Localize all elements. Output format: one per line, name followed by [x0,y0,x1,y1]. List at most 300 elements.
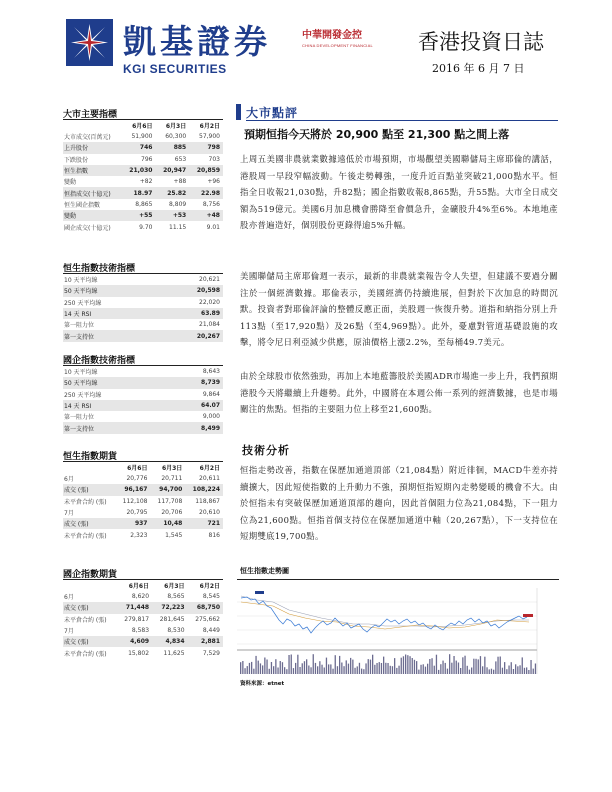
row-value: 72,223 [152,602,187,613]
row-value: 4,834 [152,636,187,647]
volume-bar [473,659,474,674]
table-row [63,297,223,308]
row-value: +55 [122,210,156,221]
row-value: 21,030 [122,165,156,176]
volume-bar [339,656,340,674]
table-row [63,377,223,388]
volume-bar [451,663,452,674]
row-value: 94,700 [150,484,185,495]
major-indices-title: 大市主要指標 [63,107,223,120]
row-label: 下跌股份 [64,156,89,164]
volume-bar [524,668,525,674]
volume-bar [429,659,430,674]
volume-bar [332,669,333,674]
row-value: 4,609 [117,636,152,647]
row-value: 653 [174,155,187,163]
volume-bar [431,658,432,674]
volume-bar [310,667,311,674]
row-value: 8,565 [167,593,185,601]
row-label: 未平倉合約 (張) [64,616,107,624]
column-header: 6月2日 [199,465,220,472]
row-label: 國企成交(十億元) [64,224,111,232]
column-header-label [63,580,117,591]
table-row [63,507,223,518]
parent-company-logo [302,26,382,48]
volume-bar [533,669,534,674]
volume-bar [258,661,259,674]
volume-bar [511,662,512,674]
volume-bar [330,664,331,674]
volume-bar [467,666,468,674]
volume-bar [255,656,256,674]
row-label: 第一支持位 [63,330,157,341]
volume-bar [486,667,487,674]
hscei-technical-panel [63,353,223,434]
volume-bar [528,670,529,674]
volume-bar [242,661,243,674]
volume-bar [262,665,263,674]
volume-bar [502,668,503,674]
row-label: 成交 (張) [63,484,116,495]
row-value: 11,625 [163,649,185,657]
volume-bar [436,655,437,674]
column-header-label [63,120,122,131]
row-value: 20,859 [189,165,223,176]
volume-bar [480,656,481,674]
row-value: 20,621 [199,276,220,284]
volume-bar [253,669,254,674]
row-value: 63.89 [157,308,223,319]
row-value: 885 [155,142,189,153]
volume-bar [266,660,267,675]
volume-bar [368,659,369,674]
major-indices-table [63,120,223,233]
major-indices-panel [63,107,223,233]
volume-bar [464,656,465,674]
volume-bar [319,661,320,674]
hscei-technical-table [63,366,223,434]
volume-bar [374,665,375,674]
volume-bar [462,657,463,674]
row-label: 7月 [64,510,74,518]
volume-bar [335,655,336,674]
table-row [63,319,223,330]
volume-bar [324,668,325,675]
row-value: 112,108 [122,497,148,505]
row-value: 60,300 [165,133,187,141]
row-label: 成交 (張) [63,602,117,613]
volume-bar [526,667,527,674]
row-value: 20,776 [126,475,148,483]
volume-bar [361,669,362,674]
volume-bar [260,663,261,674]
volume-bar [321,665,322,674]
commentary-headline: 預期恒指今天將於 20,900 點至 21,300 點之間上落 [244,128,510,141]
row-label: 大市成交(百萬元) [64,134,111,142]
table-row [63,176,223,187]
volume-bar [456,661,457,674]
row-value: 796 [141,155,153,163]
row-value: 2,323 [130,531,148,539]
volume-bar [326,658,327,674]
volume-bar [530,660,531,674]
volume-bar [495,661,496,674]
kgi-logo-icon [66,19,113,66]
row-label: 第一阻力位 [64,414,95,422]
column-header: 6月3日 [161,465,183,472]
row-value: 8,499 [163,422,223,433]
row-value: 20,795 [126,509,148,517]
row-label: 50 天平均線 [63,285,157,296]
row-value: 20,610 [199,509,220,517]
hsi-price-chart [237,588,559,676]
volume-bar [379,662,380,674]
volume-bar [484,657,485,674]
volume-bar [348,664,349,674]
volume-bar [405,655,406,675]
volume-bar [370,660,371,674]
section-divider [246,120,558,121]
table-row [63,389,223,400]
volume-bar [497,657,498,674]
volume-bar [508,666,509,675]
row-value: 9,000 [202,413,220,421]
parent-company-cn: 中華開發金控 [302,30,362,41]
row-value: 281,645 [159,615,185,623]
hscei-futures-title: 國企指數期貨 [63,567,223,580]
row-value: 8,530 [167,627,185,635]
volume-bar [299,667,300,674]
hsi-futures-title: 恒生指數期貨 [63,449,223,462]
hscei-futures-panel [63,567,223,659]
hscei-futures-table [63,580,223,659]
volume-bar [372,655,373,674]
table-row [63,366,223,377]
row-value: 8,583 [131,627,150,635]
volume-bar [409,656,410,674]
volume-bar [240,662,241,674]
row-value: 1,545 [165,531,183,539]
table-row [63,210,223,221]
chart-title: 恒生指數走勢圖 [240,567,289,575]
volume-bar [317,666,318,674]
volume-bar [387,663,388,674]
market-review-header [236,104,558,120]
column-header-label [63,462,116,473]
volume-bar [315,663,316,674]
commentary-paragraph-1: 上周五美國非農就業數據遠低於市場預期，市場觀望美國聯儲局主席耶倫的講話，港股周一早段窄幅波動。午後走勢轉強，一度升近百點並突破21,000點水平。恒指全日收報21,030點，升82點；國企指數收報8,865點，升55點。大市全日成交額為519億元。美國6月加息機會勝降至會價急升，金礦股升4%至6%。本地地產股亦普遍造好，個別股份更錄得逾5%升幅。 [240,154,558,231]
technical-analysis-title: 技術分析 [242,444,290,457]
volume-bar [519,665,520,674]
row-value: 937 [116,518,151,529]
volume-bar [354,668,355,674]
chart-source: 資料來源：etnet [240,681,285,687]
row-value: 96,167 [116,484,151,495]
volume-bar [363,669,364,674]
volume-bar [381,663,382,674]
row-label: 14 天 RSI [63,308,157,319]
column-header: 6月6日 [132,123,153,130]
brand-name-en: KGI SECURITIES [123,62,227,76]
volume-bar [282,662,283,674]
row-value: 15,802 [128,649,150,657]
volume-bar [447,669,448,674]
volume-bar [273,666,274,674]
commentary-paragraph-2: 美國聯儲局主席耶倫週一表示，最新的非農就業報告令人失望，但建議不要過分關注於一個經濟數據。耶倫表示，美國經濟仍持續進展，但對於下次加息的時間沉默。投資者對耶倫評論的整體反應正面，美股週一恢復升勢。道指和納指分別上升113點（至17,920點）及26點（至4,969點）。此外，憂慮對管道基礎設施的攻擊，將令尼日利亞減少供應，原油價格上漲2.2%，至每桶49.7美元。 [240,271,558,348]
table-row [63,411,223,422]
volume-bar [460,668,461,674]
row-value: 8,739 [163,377,223,388]
volume-bar [346,660,347,674]
table-row [63,484,223,495]
row-label: 變動 [64,179,77,187]
volume-bar [398,666,399,674]
table-row [63,422,223,433]
row-value: 746 [122,142,156,153]
hsi-futures-table [63,462,223,541]
row-value: 117,708 [157,497,183,505]
column-header: 6月6日 [128,583,150,590]
row-label: 50 天平均線 [63,377,163,388]
volume-bar [271,662,272,674]
table-row [63,274,223,285]
table-row [63,625,223,636]
volume-bar [475,659,476,674]
row-value: 20,611 [199,475,220,483]
volume-bar [434,666,435,674]
volume-bar [376,663,377,674]
row-value: 20,706 [161,509,183,517]
volume-bar [328,664,329,674]
volume-bar [394,658,395,674]
column-header: 6月2日 [199,583,220,590]
row-value: 8,545 [202,593,220,601]
row-value: 21,084 [199,321,220,329]
volume-bar [291,655,292,675]
row-value: 798 [189,142,223,153]
row-value: 8,809 [169,200,187,208]
row-label: 恒生國企指數 [64,201,101,209]
volume-bar [493,670,494,674]
row-value: 7,529 [202,649,220,657]
row-value: 8,620 [131,593,150,601]
table-row [63,496,223,507]
table-row [63,330,223,341]
row-label: 250 天平均線 [64,391,102,399]
row-value: +53 [155,210,189,221]
row-label: 未平倉合約 (張) [64,532,107,540]
row-value: 8,865 [135,200,153,208]
volume-bar [295,663,296,674]
row-value: 9,864 [202,390,220,398]
table-row [63,614,223,625]
row-value: 20,947 [155,165,189,176]
row-value: 8,756 [202,200,220,208]
table-header-row [63,462,223,473]
volume-bar [337,666,338,674]
volume-bar [522,657,523,674]
volume-bar [304,661,305,674]
table-row [63,308,223,319]
volume-bar [308,666,309,675]
table-row [63,142,223,153]
row-value: +82 [139,178,153,186]
row-value: 57,900 [199,133,220,141]
volume-bar [343,666,344,674]
row-value: 22,020 [199,298,220,306]
volume-bar [286,669,287,674]
table-row [63,647,223,658]
volume-bar [453,656,454,674]
volume-bar [352,660,353,674]
volume-bar [385,663,386,674]
row-value: 68,750 [188,602,223,613]
market-review-title: 大市點評 [246,106,299,120]
volume-bar [506,669,507,674]
row-label: 250 天平均線 [64,299,102,307]
row-value: 20,598 [157,285,223,296]
column-header: 6月3日 [165,123,187,130]
volume-bar [269,669,270,674]
document-title: 香港投資日誌 [418,30,544,54]
commentary-paragraph-3: 由於全球股市依然強勁，再加上本地藍籌股於美國ADR市場進一步上升，我們預期港股今天將繼續上升趨勢。此外，中國將在本週公佈一系列的經濟數據，也是市場關注的焦點。恒指的主要阻力位上移至21,600點。 [240,371,558,415]
hscei-technical-title: 國企指數技術指標 [63,353,223,366]
volume-bar [478,659,479,674]
volume-bar [438,670,439,674]
volume-bar [440,664,441,674]
brand-name-cn: 凱基證券 [123,22,271,61]
document-date: 2016 年 6 月 7 日 [432,62,525,75]
volume-bar [288,655,289,674]
volume-bar [277,668,278,675]
volume-bar [401,658,402,674]
volume-bar [392,666,393,674]
table-row [63,154,223,165]
row-value: +48 [189,210,223,221]
table-row [63,602,223,613]
table-row [63,165,223,176]
table-row [63,636,223,647]
table-row [63,529,223,540]
volume-bar [517,666,518,674]
section-accent-bar [236,104,241,120]
row-value: 2,881 [188,636,223,647]
table-row [63,473,223,484]
row-value: 9.01 [206,223,220,231]
row-value: 275,662 [195,615,220,623]
volume-bar [251,662,252,674]
row-value: 11.15 [169,223,187,231]
hsi-technical-table [63,274,223,342]
volume-bar [249,663,250,674]
table-header-row [63,120,223,131]
row-label: 成交 (張) [63,636,117,647]
volume-bar [293,668,294,674]
volume-bar [383,657,384,674]
row-label: 6月 [64,594,74,602]
hsi-futures-panel [63,449,223,541]
volume-bar [445,663,446,674]
row-label: 未平倉合約 (張) [64,498,107,506]
row-value: 25.82 [155,187,189,198]
column-header: 6月3日 [164,583,185,590]
volume-bar [284,667,285,674]
row-value: +88 [173,178,187,186]
volume-bar [416,661,417,674]
row-label: 14 天 RSI [63,400,163,411]
row-label: 第一支持位 [63,422,163,433]
volume-bar [390,666,391,674]
volume-bar [359,663,360,674]
volume-bar [396,668,397,674]
column-header: 6月2日 [199,123,220,130]
volume-bar [403,656,404,674]
table-row [63,221,223,232]
row-value: 8,449 [202,627,220,635]
table-row [63,285,223,296]
column-header: 6月6日 [127,465,148,472]
table-row [63,199,223,210]
table-row [63,400,223,411]
volume-bar [313,654,314,674]
row-value: 71,448 [117,602,152,613]
volume-bar [482,666,483,674]
volume-bar [491,669,492,674]
row-value: 703 [208,155,220,163]
volume-bar [357,666,358,674]
volume-bar [442,661,443,674]
volume-bar [500,657,501,675]
volume-bar [407,655,408,674]
volume-bar [427,664,428,674]
volume-bar [412,658,413,674]
row-label: 恒生指數 [63,165,122,176]
row-value: 20,267 [157,330,223,341]
volume-bar [341,663,342,675]
volume-bar [504,662,505,674]
row-value: 8,643 [202,368,220,376]
row-label: 10 天平均線 [64,369,98,377]
row-value: 64.07 [163,400,223,411]
hsi-technical-panel [63,261,223,342]
volume-bar [280,661,281,674]
volume-bar [365,663,366,674]
volume-bar [420,665,421,674]
volume-bar [418,670,419,674]
row-label: 變動 [63,210,122,221]
row-label: 6月 [64,476,74,484]
row-label: 10 天平均線 [64,277,98,285]
volume-bar [302,663,303,674]
volume-bar [513,669,514,674]
volume-bar [414,660,415,674]
row-value: 721 [185,518,223,529]
row-value: 279,817 [124,615,150,623]
table-row [63,518,223,529]
volume-bar [297,655,298,674]
row-value: 18.97 [122,187,156,198]
row-label: 未平倉合約 (張) [64,650,107,658]
hsi-technical-title: 恒生指數技術指標 [63,261,223,274]
volume-bar [244,668,245,674]
volume-bar [423,664,424,674]
technical-analysis-text: 恒指走勢改善，指數在保歷加通道頂部（21,084點）附近徘徊，MACD牛差亦持續擴大，因此短使指數的上升動力不強，預期恒指短期內走勢變暖的機會不大。由於恒指未有突破保歷加通道頂部的趨向，因此首個阻力位為21,084點，下一阻力位為21,600點。恒指首個支持位在保歷加通道中軸（20,267點），下一支持位在短期雙底19,700點。 [240,465,558,542]
table-row [63,187,223,198]
volume-bar [469,670,470,674]
volume-bar [489,669,490,674]
table-header-row [63,580,223,591]
page-header [0,0,612,90]
